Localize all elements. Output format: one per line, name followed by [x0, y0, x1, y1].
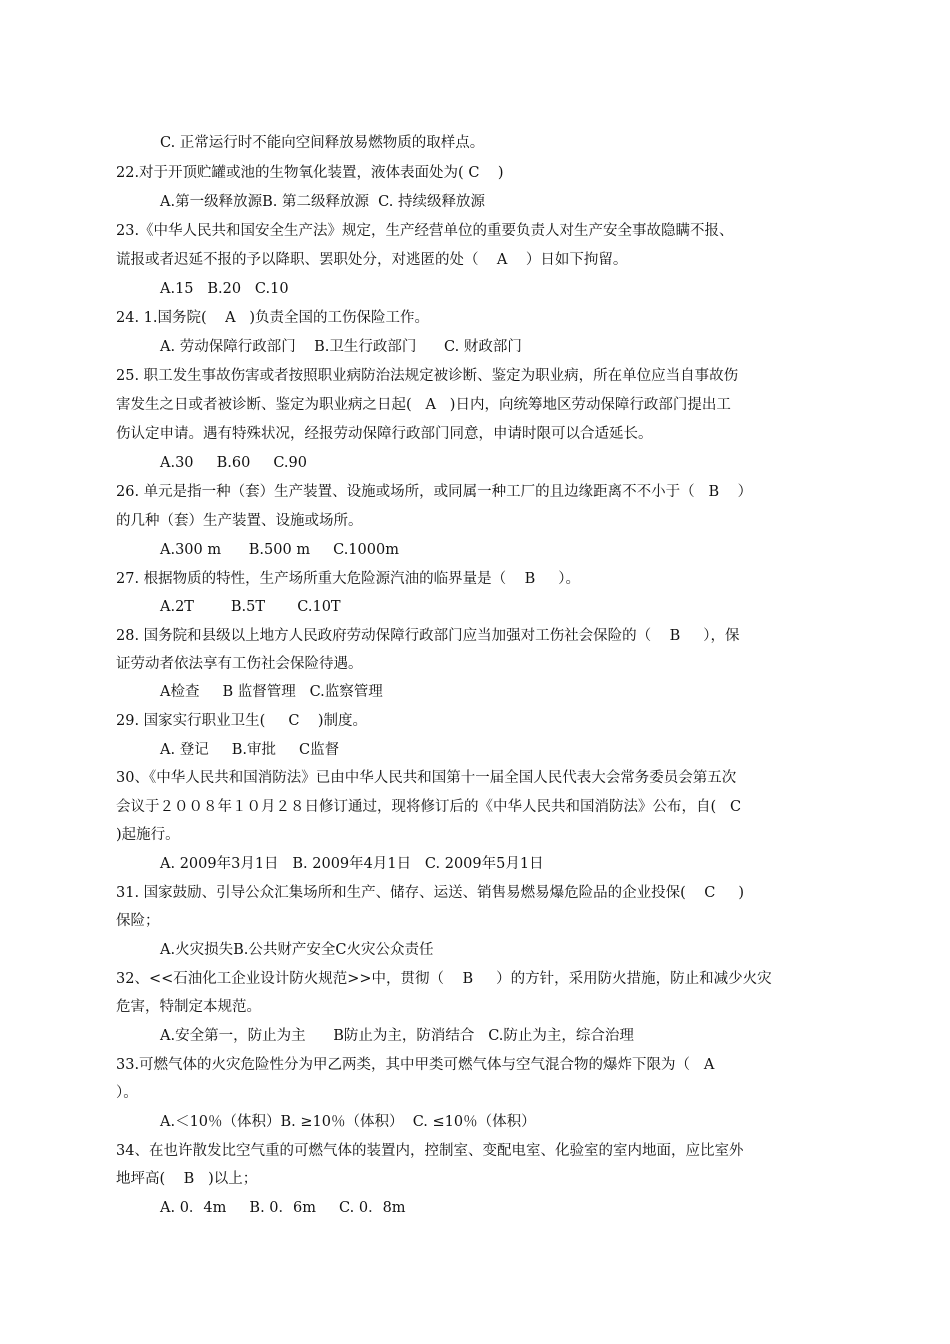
- question-line: ）。: [116, 1085, 138, 1101]
- question-line: 30、《中华人民共和国消防法》已由中华人民共和国第十一届全国人民代表大会常务委员会第五次: [116, 770, 737, 786]
- option-line: A检查 B 监督管理 C.监察管理: [160, 684, 383, 700]
- question-line: 28. 国务院和县级以上地方人民政府劳动保障行政部门应当加强对工伤社会保险的（ B ），保: [116, 628, 740, 644]
- question-line: 的几种（套）生产装置、设施或场所。: [116, 513, 363, 529]
- question-line: 29. 国家实行职业卫生( C )制度。: [116, 713, 368, 729]
- question-line: 32、<<石油化工企业设计防火规范>>中，贯彻（ B ）的方针，采用防火措施，防止和减少火灾: [116, 971, 772, 987]
- option-line: A. 登记 B.审批 C监督: [160, 742, 340, 758]
- question-line: 证劳动者依法享有工伤社会保险待遇。: [116, 656, 363, 672]
- question-line: )起施行。: [116, 827, 180, 843]
- question-line: 27. 根据物质的特性，生产场所重大危险源汽油的临界量是（ B ）。: [116, 571, 581, 587]
- question-line: 34、在也许散发比空气重的可燃气体的装置内，控制室、变配电室、化验室的室内地面，应比室外: [116, 1143, 744, 1159]
- option-line: A.＜10％（体积）B. ≥10％（体积） C. ≤10％（体积）: [160, 1114, 536, 1130]
- question-line: 24. 1.国务院( A )负责全国的工伤保险工作。: [116, 310, 430, 326]
- option-line: A. 劳动保障行政部门 B.卫生行政部门 C. 财政部门: [160, 339, 522, 355]
- question-line: 23.《中华人民共和国安全生产法》规定，生产经营单位的重要负责人对生产安全事故隐瞒不报、: [116, 223, 734, 239]
- question-line: 会议于２００８年１０月２８日修订通过，现将修订后的《中华人民共和国消防法》公布，自( C: [116, 799, 742, 815]
- option-line: A.15 B.20 C.10: [160, 281, 289, 297]
- question-line: 危害，特制定本规范。: [116, 999, 261, 1015]
- option-line: A. 0．4m B. 0．6m C. 0．8m: [160, 1200, 406, 1216]
- question-line: 地坪高( B )以上；: [116, 1171, 258, 1187]
- question-line: 25. 职工发生事故伤害或者按照职业病防治法规定被诊断、鉴定为职业病，所在单位应当自事故伤: [116, 368, 739, 384]
- question-line: 谎报或者迟延不报的予以降职、罢职处分，对逃匿的处（ A ）日如下拘留。: [116, 252, 628, 268]
- option-line: C. 正常运行时不能向空间释放易燃物质的取样点。: [160, 135, 485, 151]
- option-line: A. 2009年3月1日 B. 2009年4月1日 C. 2009年5月1日: [160, 856, 544, 872]
- question-line: 害发生之日或者被诊断、鉴定为职业病之日起( A )日内，向统筹地区劳动保障行政部门提出工: [116, 397, 731, 413]
- option-line: A.第一级释放源B. 第二级释放源 C. 持续级释放源: [160, 194, 485, 210]
- option-line: A.安全第一，防止为主 B防止为主，防消结合 C.防止为主，综合治理: [160, 1028, 634, 1044]
- question-line: 31. 国家鼓励、引导公众汇集场所和生产、储存、运送、销售易燃易爆危险品的企业投保( C ): [116, 885, 745, 901]
- question-line: 22.对于开顶贮罐或池的生物氧化装置，液体表面处为( C ): [116, 165, 504, 181]
- option-line: A.火灾损失B.公共财产安全C火灾公众责任: [160, 942, 434, 958]
- option-line: A.30 B.60 C.90: [160, 455, 307, 471]
- question-line: 26. 单元是指一种（套）生产装置、设施或场所，或同属一种工厂的且边缘距离不不小于（ B ）: [116, 484, 753, 500]
- question-line: 保险；: [116, 913, 160, 929]
- option-line: A.2T B.5T C.10T: [160, 599, 341, 615]
- option-line: A.300 m B.500 m C.1000m: [160, 542, 399, 558]
- question-line: 伤认定申请。遇有特殊状况，经报劳动保障行政部门同意，申请时限可以合适延长。: [116, 426, 653, 442]
- question-line: 33.可燃气体的火灾危险性分为甲乙两类，其中甲类可燃气体与空气混合物的爆炸下限为（ A: [116, 1057, 715, 1073]
